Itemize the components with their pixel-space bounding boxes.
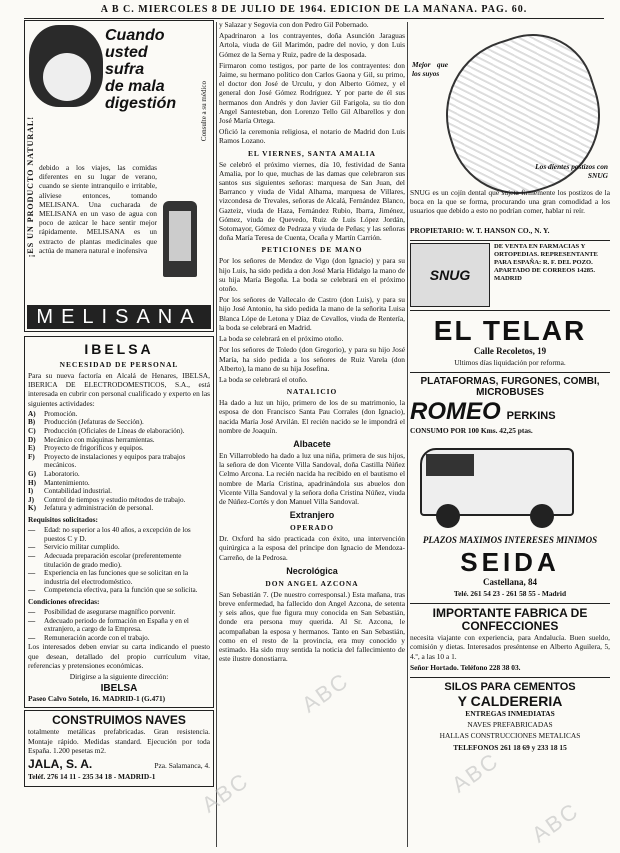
ibelsa-requirement [28, 586, 210, 595]
list-marker: C) [28, 427, 36, 435]
section-heading: PETICIONES DE MANO [261, 245, 363, 255]
article-paragraph: y Salazar y Segovia con don Pedro Gil Pobernado. [219, 20, 369, 29]
article-paragraph: Por los señores de Toledo (don Gregorio), y para su hijo José María, ha sido pedida a los señores de Ruiz Varela (don Alberto), la mano de su hija Josefina. [219, 345, 405, 373]
section-heading: OPERADO [290, 523, 334, 533]
list-text: Jefatura y administración de personal. [44, 504, 154, 513]
list-marker: A) [28, 409, 36, 418]
naves-company: JALA, S. A. [28, 757, 93, 772]
article-paragraph: Ofició la ceremonia religiosa, el notario de Madrid don Luis Ramos Lozano. [219, 127, 405, 146]
silos-ad [410, 681, 610, 752]
headline-line: Cuando [105, 27, 165, 44]
watermark-stamp: ABC [447, 747, 504, 798]
article-paragraph: Dr. Oxford ha sido practicada con éxito, una intervención quirúrgica a la esposa del príncipe don Ignacio de Mendoza-Carreño, de la Pedrosa. [219, 534, 405, 562]
melisana-body: debido a los viajes, las comidas diferentes en su lugar de verano, cuando se siente intranquilo e irritable, alíviese entonces, tomando MELISANA. Una cucharada de MELISANA en un vaso de agua con poco de azúcar le hace sentir mejor rápidamente. MELISANA es un extracto de plantas medicinales que actúa de manera natural e inofensiva [39, 163, 157, 255]
silos-line: HALLAS CONSTRUCCIONES METALICAS [439, 731, 581, 741]
list-text: Servicio militar cumplido. [44, 543, 120, 552]
list-marker: — [28, 543, 36, 552]
list-marker: — [28, 569, 36, 578]
ibelsa-activity-list [28, 410, 210, 513]
ibelsa-subtitle: NECESIDAD DE PERSONAL [59, 360, 179, 369]
silos-line: ENTREGAS INMEDIATAS [465, 709, 555, 719]
headline-line: digestión [105, 95, 177, 112]
list-text: Mecánico con máquinas herramientas. [44, 435, 155, 444]
list-text: Mantenimiento. [44, 478, 90, 487]
ibelsa-activity-item [28, 470, 210, 479]
ibelsa-title: IBELSA [84, 341, 154, 357]
section-heading: EL VIERNES, SANTA AMALIA [247, 148, 377, 158]
woman-portrait-image [29, 25, 103, 107]
telar-subtext: Ultimos días liquidación por reforma. [454, 358, 566, 368]
ibelsa-activity-item [28, 496, 210, 505]
ibelsa-ref: Dirigirse a la siguiente dirección: [69, 672, 169, 682]
list-text: Promoción. [44, 409, 78, 418]
romeo-name: ROMEO [410, 398, 501, 426]
ibelsa-cond-title: Condiciones ofrecidas: [28, 596, 100, 606]
list-text: Remuneración acorde con el trabajo. [44, 633, 150, 642]
list-text: Adecuado periodo de formación en España y en el extranjero, a cargo de la Empresa. [44, 616, 189, 634]
ibelsa-activity-item [28, 444, 210, 453]
romeo-plazos: PLAZOS MAXIMOS INTERESES MINIMOS [422, 534, 598, 545]
ibelsa-activity-item [28, 453, 210, 470]
ibelsa-footer: Paseo Calvo Sotelo, 16. MADRID-1 (G.471) [28, 694, 166, 704]
fabrica-contact: Señor Hortado. Teléfono 228 38 03. [410, 662, 521, 672]
ibelsa-activity-item [28, 487, 210, 496]
list-marker: F) [28, 452, 35, 461]
silos-line: NAVES PREFABRICADAS [467, 720, 553, 730]
watermark-stamp: ABC [527, 797, 584, 848]
seida-brand: SEIDA [460, 546, 560, 577]
article-paragraph: La boda se celebrará el otoño. [219, 374, 308, 384]
ibelsa-requirement [28, 543, 210, 552]
list-text: Proyecto de frigoríficos y equipos. [44, 444, 144, 453]
ibelsa-activity-item [28, 436, 210, 445]
list-marker: H) [28, 478, 36, 487]
ibelsa-activity-item [28, 410, 210, 419]
melisana-brand: MELISANA [27, 305, 211, 329]
snug-logo: SNUG [429, 267, 471, 283]
watermark-stamp: ABC [297, 667, 354, 718]
ibelsa-activity-item [28, 479, 210, 488]
ibelsa-requirement [28, 552, 210, 569]
snug-ad [410, 20, 610, 241]
snug-body: SNUG es un cojín dental que sujeta firmemente los postizos de la boca en la que se forma, procurando una gran comodidad a los usuarios que debido a esto no podrían comer, hablar ni reír. [410, 188, 610, 216]
naves-text: totalmente metálicas prefabricadas. Gran resistencia. Montaje rápido. Medidas standard. Ejecución por toda España. 1.200 pesetas m2. [28, 727, 210, 755]
column-right [410, 20, 610, 849]
article-paragraph: Apadrinaron a los contrayentes, doña Asunción Jaraguas Artola, viuda de Gil Marimón, padre del novio, y don Luis Gómez de la Serna y Ruiz, padre de la desposada. [219, 31, 405, 59]
list-text: Edad: no superior a los 40 años, a excepción de los puestos C y D. [44, 526, 191, 543]
list-marker: G) [28, 469, 36, 478]
naves-phone: Teléf. 276 14 11 - 235 34 18 - MADRID-1 [28, 772, 156, 782]
ibelsa-condition [28, 634, 210, 643]
list-text: Adecuada preparación escolar (preferentemente titulación de grado medio). [44, 551, 182, 569]
list-marker: — [28, 633, 36, 642]
list-text: Laboratorio. [44, 469, 80, 478]
ibelsa-intro: Para su nueva factoría en Alcalá de Henares, IBELSA, IBERICA DE ELECTRODOMESTICOS, S.A., está interesada en cubrir con personal cualificado y experto en las siguientes actividades: [28, 371, 210, 408]
ibelsa-req-title: Requisitos solicitados: [28, 514, 99, 524]
ibelsa-condition [28, 608, 210, 617]
list-marker: E) [28, 444, 36, 453]
naves-address: Pza. Salamanca, 4. [154, 761, 210, 771]
romeo-ad [410, 376, 610, 604]
column-divider [216, 22, 217, 847]
list-text: Experiencia en las funciones que se solicitan en la industria del electrodoméstico. [44, 569, 189, 586]
list-marker: D) [28, 435, 36, 444]
article-paragraph: Por los señores de Mendez de Vigo (don Ignacio) y para su hijo Luis, ha sido pedida a don José Maria Hidalgo la mano de su hija María Begoña. La boda se celebrará en el próximo otoño. [219, 256, 405, 294]
article-paragraph: Por los señores de Vallecalo de Castro (don Luis), y para su hijo José Antonio, ha sido pedida la mano de la señorita Luisa Blanca Lópe de Letona y Díaz de Cevallos, viuda de Rentería, la boda se celebrará en Madrid. [219, 295, 405, 332]
list-marker: — [28, 586, 36, 595]
article-paragraph: Se celebró el próximo viernes, día 10, festividad de Santa Amalia, por lo que, muchas de las damas que celebraron sus santos sus siguientes señoras: marquesa de San Juan, del Barranco y viuda de Vidal Alhama, marquesa de Villares, vizcondesa de Trevales, señoras de Alcalá, Fernández Blanco, Gazteiz, viuda de Haza, Fernández Rubio, Ibarra, Jiménez, Gómez, viuda de Quevedo, Ruiz de Luis López Jordán, Sotomayor, Gómez de Pedraza y viuda de Peñas; y las señoras doña María Teresa de Cuenta, Ocaña y Martín Carrión. [219, 159, 405, 243]
list-marker: — [28, 526, 36, 535]
snug-sale-box: DE VENTA EN FARMACIAS Y ORTOPEDIAS. REPRESENTANTE PARA ESPAÑA: R. F. DEL POZO. APARTADO DE CORREOS 14285. MADRID [494, 243, 598, 282]
van-illustration [410, 440, 610, 532]
section-heading: Albacete [293, 438, 331, 449]
list-marker: J) [28, 495, 34, 504]
list-marker: — [28, 551, 36, 560]
column-middle [219, 20, 405, 849]
list-text: Posibilidad de asegurarse magnífico porvenir. [44, 608, 176, 617]
ibelsa-activity-item [28, 418, 210, 427]
ibelsa-activity-item [28, 427, 210, 436]
list-text: Producción (Oficiales de Líneas de elaboración). [44, 427, 185, 435]
naves-title: CONSTRUIMOS NAVES [52, 713, 186, 728]
melisana-left-text: ¡ES UN PRODUCTO NATURAL! [26, 116, 35, 258]
denture-illustration [426, 20, 610, 212]
list-text: Proyecto de instalaciones y equipos para trabajos mecánicos. [44, 452, 186, 470]
romeo-consumo: CONSUMO POR 100 Kms. 42,25 ptas. [410, 426, 533, 436]
fabrica-text: necesita viajante con experiencia, para Andalucía. Buen sueldo, comisión y dietas. Interesados preséntense en Alberto Aguilera, 5, 4.º, a las 10 a 1. [410, 633, 610, 661]
ibelsa-ad [24, 336, 214, 708]
headline-line: sufra [105, 61, 145, 78]
list-marker: B) [28, 418, 36, 427]
section-heading: NATALICIO [286, 387, 338, 397]
melisana-headline [105, 27, 195, 112]
section-heading: Necrológica [286, 565, 338, 576]
article-paragraph: Firmaron como testigos, por parte de los contrayentes: don Jaime, su hermano político don Carlos Gaona y Gil, su primo, el doctor don José de Urculu, y don Alberto Gómez, y el general don José Gómez Rodríguez. Y por parte de él sus hermanos don Andrés y don Javier Gil Farigola, su tío don Angel Santesteban, don Lorenzo Tello Gil Albarellos y don José María Ortega. [219, 60, 405, 126]
article-paragraph: En Villarrobledo ha dado a luz una niña, primera de sus hijos, la señora de don Vicente Villa Sandoval, doña Castilla Núñez Celmo Arcona. La recién nacida ha recibido en el bautismo el nombre de María Cristina, apadrinándola sus abuelos don Vicente Villa Sandoval y la señora doña Cristina Núñez, viuda de Núñez-Cortés y don Manuel Villa Sandoval. [219, 450, 405, 506]
list-text: Control de tiempos y estudio métodos de trabajo. [44, 495, 186, 504]
melisana-side-text: Consulte a su médico [200, 81, 208, 142]
fabrica-ad [410, 607, 610, 678]
snug-package-image [410, 243, 490, 307]
article-paragraph: La boda se celebrará en el próximo otoño. [219, 334, 344, 344]
silos-phone: TELEFONOS 261 18 69 y 233 18 15 [453, 742, 567, 752]
telar-title: EL TELAR [433, 315, 587, 346]
ibelsa-requirements-list [28, 526, 210, 595]
headline-line: usted [105, 44, 148, 61]
ibelsa-activity-item [28, 504, 210, 513]
list-text: Producción (Jefaturas de Sección). [44, 418, 144, 427]
list-marker: — [28, 616, 36, 625]
section-heading: DON ANGEL AZCONA [265, 578, 359, 588]
snug-retail [410, 243, 610, 311]
ibelsa-address-name: IBELSA [100, 683, 138, 695]
list-marker: — [28, 608, 36, 617]
telar-address: Calle Recoletos, 19 [473, 346, 547, 356]
bottle-image [163, 201, 197, 277]
headline-line: de mala [105, 78, 165, 95]
seida-phone: Telé. 261 54 23 - 261 58 55 - Madrid [453, 589, 567, 599]
list-text: Competencia efectiva, para la función que se solicita. [44, 586, 198, 595]
fabrica-title: IMPORTANTE FABRICA DE CONFECCIONES [432, 606, 588, 634]
romeo-perkins: PERKINS [506, 410, 556, 423]
article-paragraph: Ha dado a luz un hijo, primero de los de su matrimonio, la esposa de don Francisco Santa Pau Corrales (don Ignacio), nacida María José Arvilán. El recién nacido se le impondrá el nombre de Joaquín. [219, 398, 405, 435]
snug-owner: PROPIETARIO: W. T. HANSON CO., N. Y. [410, 226, 550, 235]
ibelsa-requirement [28, 569, 210, 586]
telar-ad [410, 315, 610, 373]
column-divider [407, 22, 408, 847]
silos-title: SILOS PARA CEMENTOS [444, 681, 576, 694]
list-text: Contabilidad industrial. [44, 487, 112, 496]
melisana-ad [24, 20, 214, 332]
silos-sub: Y CALDERERIA [457, 693, 563, 710]
watermark-stamp: ABC [197, 767, 254, 818]
section-heading: Extranjero [289, 510, 335, 521]
seida-address: Castellana, 84 [483, 576, 537, 587]
ibelsa-closing: Los interesados deben enviar su carta indicando el puesto que desean, detallado del propio currículum vitae, referencias y pretensiones económicas. [28, 642, 210, 670]
column-left [24, 20, 214, 849]
article-paragraph: San Sebastián 7. (De nuestro corresponsal.) Esta mañana, tras breve enfermedad, ha fallecido don Angel Azcona, de setenta y seis años, que fue figura muy conocida en San Sebastián, donde era persona muy querida. Al Sr. Azcona, le acompañaban la esposa y hermanos. Tanto en San Sebastián, como en el resto de la provincia, era muy conocido y estimado. Ha sido muy sentida la noticia del fallecimiento de este ilustre donostiarra. [219, 589, 405, 664]
naves-ad [24, 710, 214, 786]
snug-caption: Los dientes postizos con SNUG [535, 162, 608, 181]
list-marker: I) [28, 487, 34, 496]
ibelsa-conditions-list [28, 608, 210, 642]
ibelsa-condition [28, 617, 210, 634]
romeo-top: PLATAFORMAS, FURGONES, COMBI, MICROBUSES [420, 376, 600, 399]
page-header: A B C. MIERCOLES 8 DE JULIO DE 1964. EDICION DE LA MAÑANA. PAG. 60. [24, 4, 604, 19]
snug-tagline: Mejor que los suyos [412, 60, 448, 79]
ibelsa-requirement [28, 526, 210, 543]
list-marker: K) [28, 504, 36, 513]
